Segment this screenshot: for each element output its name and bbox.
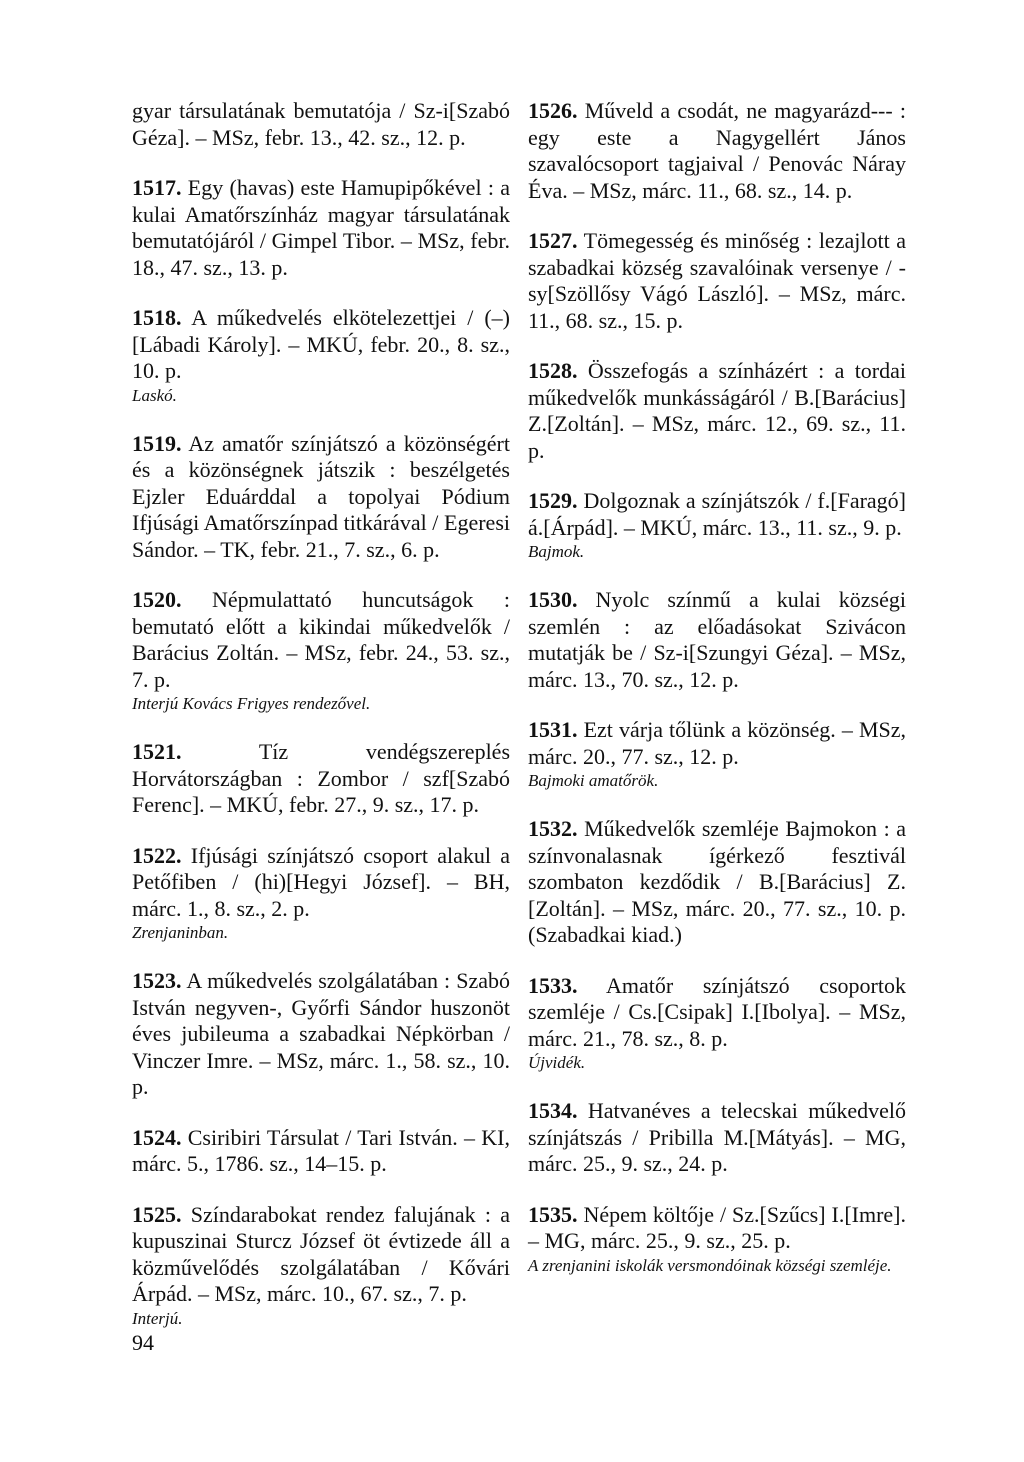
entry-text: Műveld a csodát, ne magyarázd--- : egy este a Nagygellért János szavalócsoport tagjaival / Penovác Náray Éva. – MSz, márc. 11., 68. sz., 14. p. — [528, 98, 907, 203]
entry-number: 1528. — [528, 358, 578, 383]
bibliography-entry — [132, 843, 510, 945]
entry-text: Színdarabokat rendez falujának : a kupuszinai Sturcz József öt évtizede áll a közművelődés szolgálatában / Kővári Árpád. – MSz, márc. 10., 67. sz., 7. p. — [132, 1201, 511, 1306]
entry-text: Összefogás a színházért : a tordai műkedvelők munkásságáról / B.[Barácius] Z.[Zoltán]. – MSz, márc. 12., 69. sz., 11. p. — [528, 358, 907, 463]
entry-text: Tömegesség és minőség : lezajlott a szabadkai község szavalóinak versenye / -sy[Szöllősy Vágó László]. – MSz, márc. 11., 68. sz., 15. p. — [528, 228, 906, 333]
entry-text: Műkedvelők szemléje Bajmokon : a színvonalasnak ígérkező fesztivál szombaton kezdődik / B.[Barácius] Z.[Zoltán]. – MSz, márc. 20., 77. sz., 10. p. (Szabadkai kiad.) — [528, 816, 907, 947]
entry-text: A műkedvelés szolgálatában : Szabó István negyven-, Győrfi Sándor huszonöt éves jubileuma a szabadkai Népkörban / Vinczer Imre. – MSz, márc. 1., 58. sz., 10. p. — [132, 968, 510, 1099]
bibliography-entry — [528, 488, 906, 563]
entry-text: Dolgoznak a színjátszók / f.[Faragó] á.[Árpád]. – MKÚ, márc. 13., 11. sz., 9. p. — [528, 488, 906, 540]
entry-text: Tíz vendégszereplés Horvátországban : Zombor / szf[Szabó Ferenc]. – MKÚ, febr. 27., 9. sz., 17. p. — [132, 739, 511, 817]
entry-number: 1519. — [132, 430, 182, 456]
bibliography-entry — [132, 175, 510, 281]
entry-number: 1533. — [528, 972, 578, 998]
entry-number: 1527. — [528, 228, 578, 253]
entry-text: Népem költője / Sz.[Szűcs] I.[Imre]. – MG, márc. 25., 9. sz., 25. p. — [528, 1201, 906, 1253]
entry-note: Újvidék. — [528, 1053, 586, 1072]
bibliography-entry — [132, 587, 510, 715]
entry-text: A műkedvelés elkötelezettjei / (–)[Lábadi Károly]. – MKÚ, febr. 20., 8. sz., 10. p. — [132, 305, 510, 383]
right-column — [528, 98, 906, 1301]
entry-text: gyar társulatának bemutatója / Sz-i[Szabó Géza]. – MSz, febr. 13., 42. sz., 12. p. — [132, 98, 510, 150]
bibliography-entry — [132, 1125, 510, 1178]
entry-number: 1523. — [132, 968, 182, 993]
entry-note: Bajmoki amatőrök. — [528, 771, 659, 790]
bibliography-entry — [132, 98, 510, 151]
entry-number: 1520. — [132, 587, 182, 612]
bibliography-entry — [528, 1098, 906, 1178]
bibliography-entry — [528, 98, 906, 204]
entry-text: Az amatőr színjátszó a közönségért és a közönségnek játszik : beszélgetés Ejzler Eduárddal a topolyai Pódium Ifjúsági Amatőrszínpad titkárával / Egeresi Sándor. – TK, febr. 21., 7. sz., 6. p. — [132, 430, 510, 562]
entry-note: Interjú Kovács Frigyes rendezővel. — [132, 694, 371, 713]
bibliography-entry — [528, 228, 906, 334]
entry-number: 1530. — [528, 587, 578, 612]
entry-note: Zrenjaninban. — [132, 923, 229, 942]
left-column — [132, 98, 510, 1354]
entry-text: Nyolc színmű a kulai községi szemlén : az előadásokat Szivácon mutatják be / Sz-i[Szungyi Géza]. – MSz, márc. 13., 70. sz., 12. p. — [528, 587, 906, 692]
entry-note: Bajmok. — [528, 542, 585, 561]
entry-note: Interjú. — [132, 1308, 183, 1328]
page-number: 94 — [132, 1330, 154, 1355]
entry-number: 1534. — [528, 1098, 578, 1123]
entry-number: 1521. — [132, 739, 182, 764]
entry-number: 1526. — [528, 98, 578, 123]
entry-number: 1535. — [528, 1201, 578, 1227]
entry-number: 1522. — [132, 842, 182, 868]
entry-note: Laskó. — [132, 385, 177, 405]
entry-text: Népmulattató huncutságok : bemutató előtt a kikindai műkedvelők / Barácius Zoltán. – MSz, febr. 24., 53. sz., 7. p. — [132, 587, 511, 692]
entry-text: Amatőr színjátszó csoportok szemléje / Cs.[Csipak] I.[Ibolya]. – MSz, márc. 21., 78. sz., 8. p. — [528, 972, 906, 1051]
entry-number: 1517. — [132, 175, 182, 200]
bibliography-entry — [528, 973, 906, 1075]
entry-text: Egy (havas) este Hamupipőkével : a kulai Amatőrszínház magyar társulatának bemutatójáról / Gimpel Tibor. – MSz, febr. 18., 47. sz., 13. p. — [132, 175, 511, 280]
entry-text: Ifjúsági színjátszó csoport alakul a Petőfiben / (hi)[Hegyi József]. – BH, márc. 1., 8. sz., 2. p. — [132, 842, 510, 921]
entry-number: 1532. — [528, 816, 578, 841]
entry-text: Hatvanéves a telecskai műkedvelő színjátszás / Pribilla M.[Mátyás]. – MG, márc. 25., 9. sz., 24. p. — [528, 1098, 906, 1176]
bibliography-entry — [528, 587, 906, 693]
entry-number: 1531. — [528, 717, 578, 742]
bibliography-entry — [528, 358, 906, 464]
entry-number: 1524. — [132, 1124, 182, 1150]
bibliography-entry — [528, 816, 906, 949]
bibliography-entry — [528, 1202, 906, 1277]
bibliography-entry — [528, 717, 906, 792]
entry-text: Csiribiri Társulat / Tari István. – KI, márc. 5., 1786. sz., 14–15. p. — [132, 1124, 511, 1176]
entry-number: 1529. — [528, 488, 578, 513]
entry-number: 1525. — [132, 1201, 182, 1227]
bibliography-entry — [132, 1202, 510, 1330]
bibliography-entry — [132, 968, 510, 1101]
entry-number: 1518. — [132, 305, 182, 330]
entry-note: A zrenjanini iskolák versmondóinak községi szemléje. — [528, 1255, 892, 1275]
entry-text: Ezt várja tőlünk a közönség. – MSz, márc. 20., 77. sz., 12. p. — [528, 717, 907, 769]
bibliography-entry — [132, 431, 510, 564]
bibliography-entry — [132, 739, 510, 819]
bibliography-entry — [132, 305, 510, 407]
